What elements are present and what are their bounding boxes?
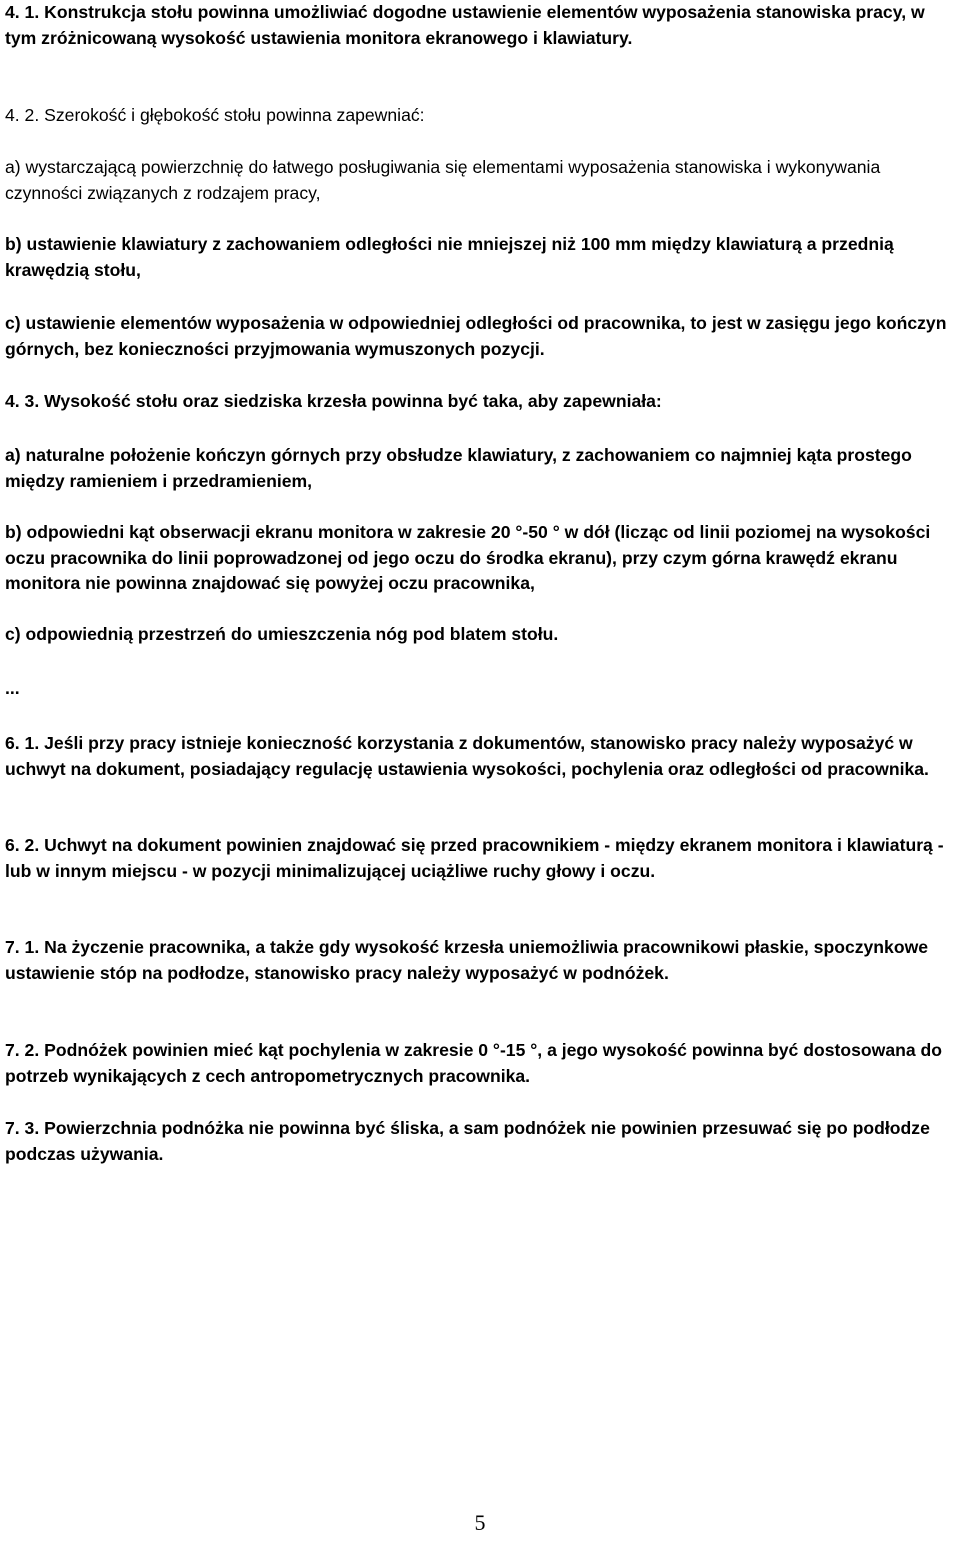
paragraph-4-3-a: a) naturalne położenie kończyn górnych przy obsłudze klawiatury, z zachowaniem co najmniej kąta prostego między ramieniem i przedramieniem, (5, 445, 912, 491)
paragraph-4-2: 4. 2. Szerokość i głębokość stołu powinna zapewniać: (5, 105, 425, 125)
paragraph-7-2: 7. 2. Podnóżek powinien mieć kąt pochylenia w zakresie 0 °-15 °, a jego wysokość powinna być dostosowana do potrzeb wynikających z cech antropometrycznych pracownika. (5, 1040, 943, 1086)
paragraph-7-1: 7. 1. Na życzenie pracownika, a także gdy wysokość krzesła uniemożliwia pracownikowi płaskie, spoczynkowe ustawienie stóp na podłodze, stanowisko pracy należy wyposażyć w podnóżek. (5, 937, 929, 983)
paragraph-4-2-b: b) ustawienie klawiatury z zachowaniem odległości nie mniejszej niż 100 mm między klawiaturą a przednią krawędzią stołu, (5, 234, 894, 280)
paragraph-4-1: 4. 1. Konstrukcja stołu powinna umożliwiać dogodne ustawienie elementów wyposażenia stanowiska pracy, w tym zróżnicowaną wysokość ustawienia monitora ekranowego i klawiatury. (5, 2, 925, 48)
ellipsis: ... (5, 678, 20, 698)
paragraph-6-1: 6. 1. Jeśli przy pracy istnieje konieczność korzystania z dokumentów, stanowisko pracy należy wyposażyć w uchwyt na dokument, posiadający regulację ustawienia wysokości, pochylenia oraz odległości od pracownika. (5, 733, 929, 779)
paragraph-4-2-c: c) ustawienie elementów wyposażenia w odpowiedniej odległości od pracownika, to jest w zasięgu jego kończyn górnych, bez konieczności przyjmowania wymuszonych pozycji. (5, 313, 947, 359)
paragraph-4-3-c: c) odpowiednią przestrzeń do umieszczenia nóg pod blatem stołu. (5, 624, 559, 644)
paragraph-7-3: 7. 3. Powierzchnia podnóżka nie powinna być śliska, a sam podnóżek nie powinien przesuwać się po podłodze podczas używania. (5, 1118, 930, 1164)
paragraph-4-2-a: a) wystarczającą powierzchnię do łatwego posługiwania się elementami wyposażenia stanowiska i wykonywania czynności związanych z rodzajem pracy, (5, 157, 881, 203)
paragraph-4-3-b: b) odpowiedni kąt obserwacji ekranu monitora w zakresie 20 °-50 ° w dół (licząc od linii poziomej na wysokości oczu pracownika do linii poprowadzonej od jego oczu do środka ekranu), przy czym górna krawędź ekranu monitora nie powinna znajdować się powyżej oczu pracownika, (5, 522, 931, 594)
paragraph-4-3: 4. 3. Wysokość stołu oraz siedziska krzesła powinna być taka, aby zapewniała: (5, 391, 662, 411)
paragraph-6-2: 6. 2. Uchwyt na dokument powinien znajdować się przed pracownikiem - między ekranem monitora i klawiaturą - lub w innym miejscu - w pozycji minimalizującej uciążliwe ruchy głowy i oczu. (5, 835, 944, 881)
page-number: 5 (474, 1510, 486, 1535)
